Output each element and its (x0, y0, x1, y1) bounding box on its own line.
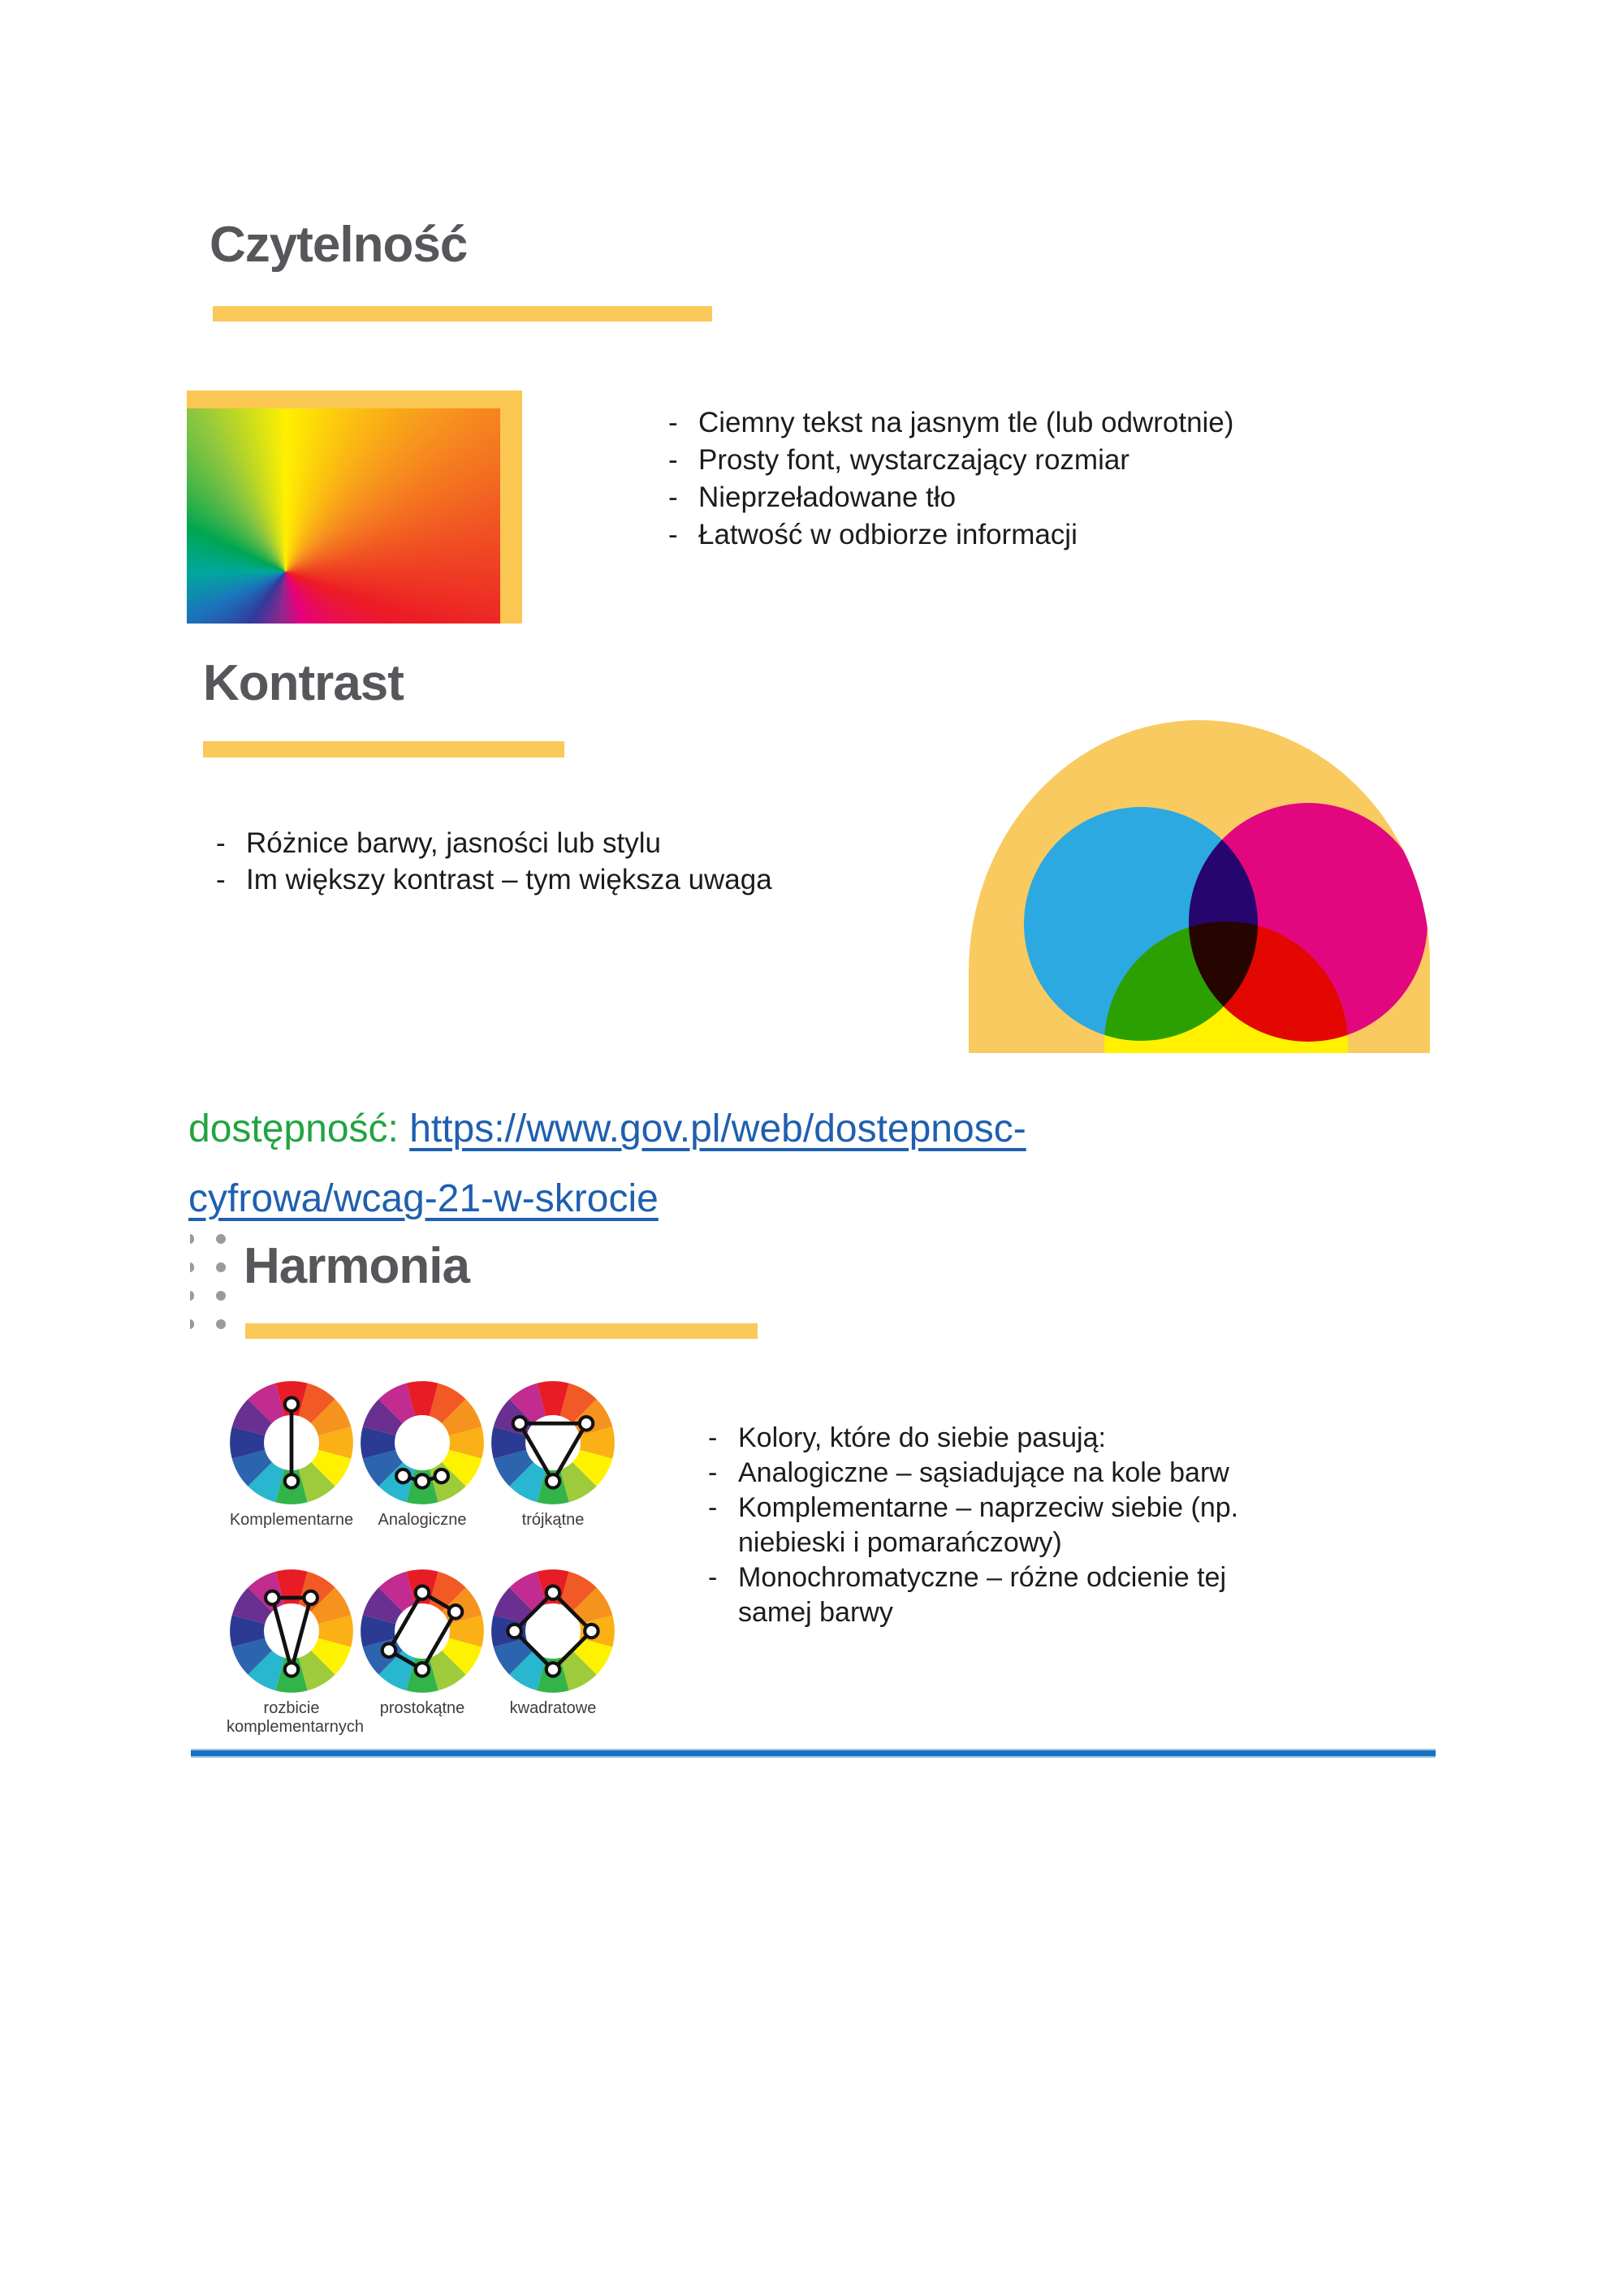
color-wheel-analogous (357, 1379, 487, 1530)
title-underline-bar (203, 741, 564, 757)
color-wheel-complementary (227, 1379, 356, 1530)
bullet-text: Nieprzeładowane tło (698, 481, 957, 513)
bullet-dash: - (708, 1422, 718, 1453)
bullet-dash: - (668, 481, 678, 513)
bullet-dash: - (216, 827, 226, 859)
half-dot-icon (190, 1291, 194, 1301)
title-underline-bar (245, 1323, 758, 1339)
bullet-list-czytelnosc (668, 404, 1233, 554)
bullet-dash: - (708, 1457, 718, 1488)
bullet-item (216, 825, 772, 861)
color-wheel-split-complementary (227, 1567, 364, 1737)
wheel-label: trójkątne (521, 1511, 585, 1529)
wheel-label: Analogiczne (378, 1511, 467, 1529)
bullet-text: Ciemny tekst na jasnym tle (lub odwrotnie) (698, 407, 1234, 438)
section-title-czytelnosc: Czytelność (209, 217, 468, 273)
bullet-text: Analogiczne – sąsiadujące na kole barw (738, 1457, 1229, 1488)
wheel-graphic (357, 1567, 487, 1695)
bullet-text: Kolory, które do siebie pasują: (738, 1422, 1106, 1453)
gov-accessibility-link[interactable]: https://www.gov.pl/web/dostepnosc- (409, 1107, 1026, 1150)
bullet-dash: - (668, 407, 678, 438)
bullet-dash: - (708, 1562, 718, 1593)
bullet-text: Monochromatyczne – różne odcienie tej samej barwy (738, 1562, 1226, 1628)
section-title-kontrast: Kontrast (203, 655, 404, 711)
wheel-graphic (488, 1379, 618, 1507)
conic-rainbow-gradient (187, 408, 500, 624)
half-dot-icon (190, 1262, 194, 1272)
color-wheel-svg (358, 1379, 486, 1507)
link-line-1 (188, 1094, 1026, 1164)
title-underline-bar (213, 306, 712, 322)
dot-icon (216, 1234, 226, 1244)
wheel-graphic (488, 1567, 618, 1695)
bullet-text: Różnice barwy, jasności lub stylu (246, 827, 661, 859)
dots-decoration (188, 1234, 226, 1348)
wheel-label: Komplementarne (229, 1511, 354, 1529)
bullet-item (216, 861, 772, 898)
bullet-dash: - (216, 864, 226, 896)
gov-accessibility-link-continued[interactable]: cyfrowa/wcag-21-w-skrocie (188, 1177, 659, 1220)
color-wheel-svg (358, 1567, 486, 1695)
half-dot-icon (190, 1234, 194, 1244)
dot-icon (216, 1319, 226, 1329)
wheel-graphic (357, 1379, 487, 1507)
dostepnosc-label: dostępność: (188, 1107, 410, 1150)
wheel-label: prostokątne (379, 1699, 465, 1717)
cmyk-overlap-image (969, 720, 1430, 1053)
color-wheel-square (488, 1567, 618, 1737)
bullet-text: Łatwość w odbiorze informacji (698, 519, 1078, 550)
color-wheel-svg (489, 1379, 617, 1507)
bullet-item (708, 1491, 1238, 1560)
bullet-dash: - (708, 1492, 718, 1523)
bullet-text: Komplementarne – naprzeciw siebie (np. niebieski i pomarańczowy) (738, 1492, 1239, 1558)
bullet-dash: - (668, 519, 678, 550)
dot-icon (216, 1291, 226, 1301)
bullet-text: Prosty font, wystarczający rozmiar (698, 444, 1129, 476)
bullet-item (668, 516, 1233, 554)
bullet-text: Im większy kontrast – tym większa uwaga (246, 864, 772, 896)
bullet-item (668, 479, 1233, 516)
accessibility-link-paragraph (188, 1094, 1026, 1234)
bullet-item (708, 1560, 1238, 1630)
color-wheel-triadic (488, 1379, 618, 1530)
bullet-item (708, 1456, 1238, 1491)
link-line-2 (188, 1164, 1026, 1234)
color-wheel-svg (227, 1379, 356, 1507)
section-title-harmonia: Harmonia (244, 1238, 469, 1294)
color-wheel-svg (227, 1567, 356, 1695)
bullet-list-kontrast (216, 825, 772, 898)
wheel-graphic (227, 1379, 356, 1507)
color-gradient-image (187, 391, 522, 624)
bullet-dash: - (668, 444, 678, 476)
bullet-item (708, 1421, 1238, 1456)
half-dot-icon (190, 1319, 194, 1329)
dot-icon (216, 1262, 226, 1272)
wheel-label: rozbicie komplementarnych (227, 1699, 364, 1736)
color-wheel-figure (227, 1379, 621, 1737)
cmyk-circles-group (969, 720, 1430, 1053)
bottom-divider-line (191, 1749, 1436, 1758)
color-wheel-rectangle (357, 1567, 487, 1737)
wheel-label: kwadratowe (509, 1699, 597, 1717)
bullet-list-harmonia (708, 1421, 1238, 1630)
color-wheel-svg (489, 1567, 617, 1695)
bullet-item (668, 404, 1233, 442)
bullet-item (668, 442, 1233, 479)
wheel-graphic (227, 1567, 356, 1695)
